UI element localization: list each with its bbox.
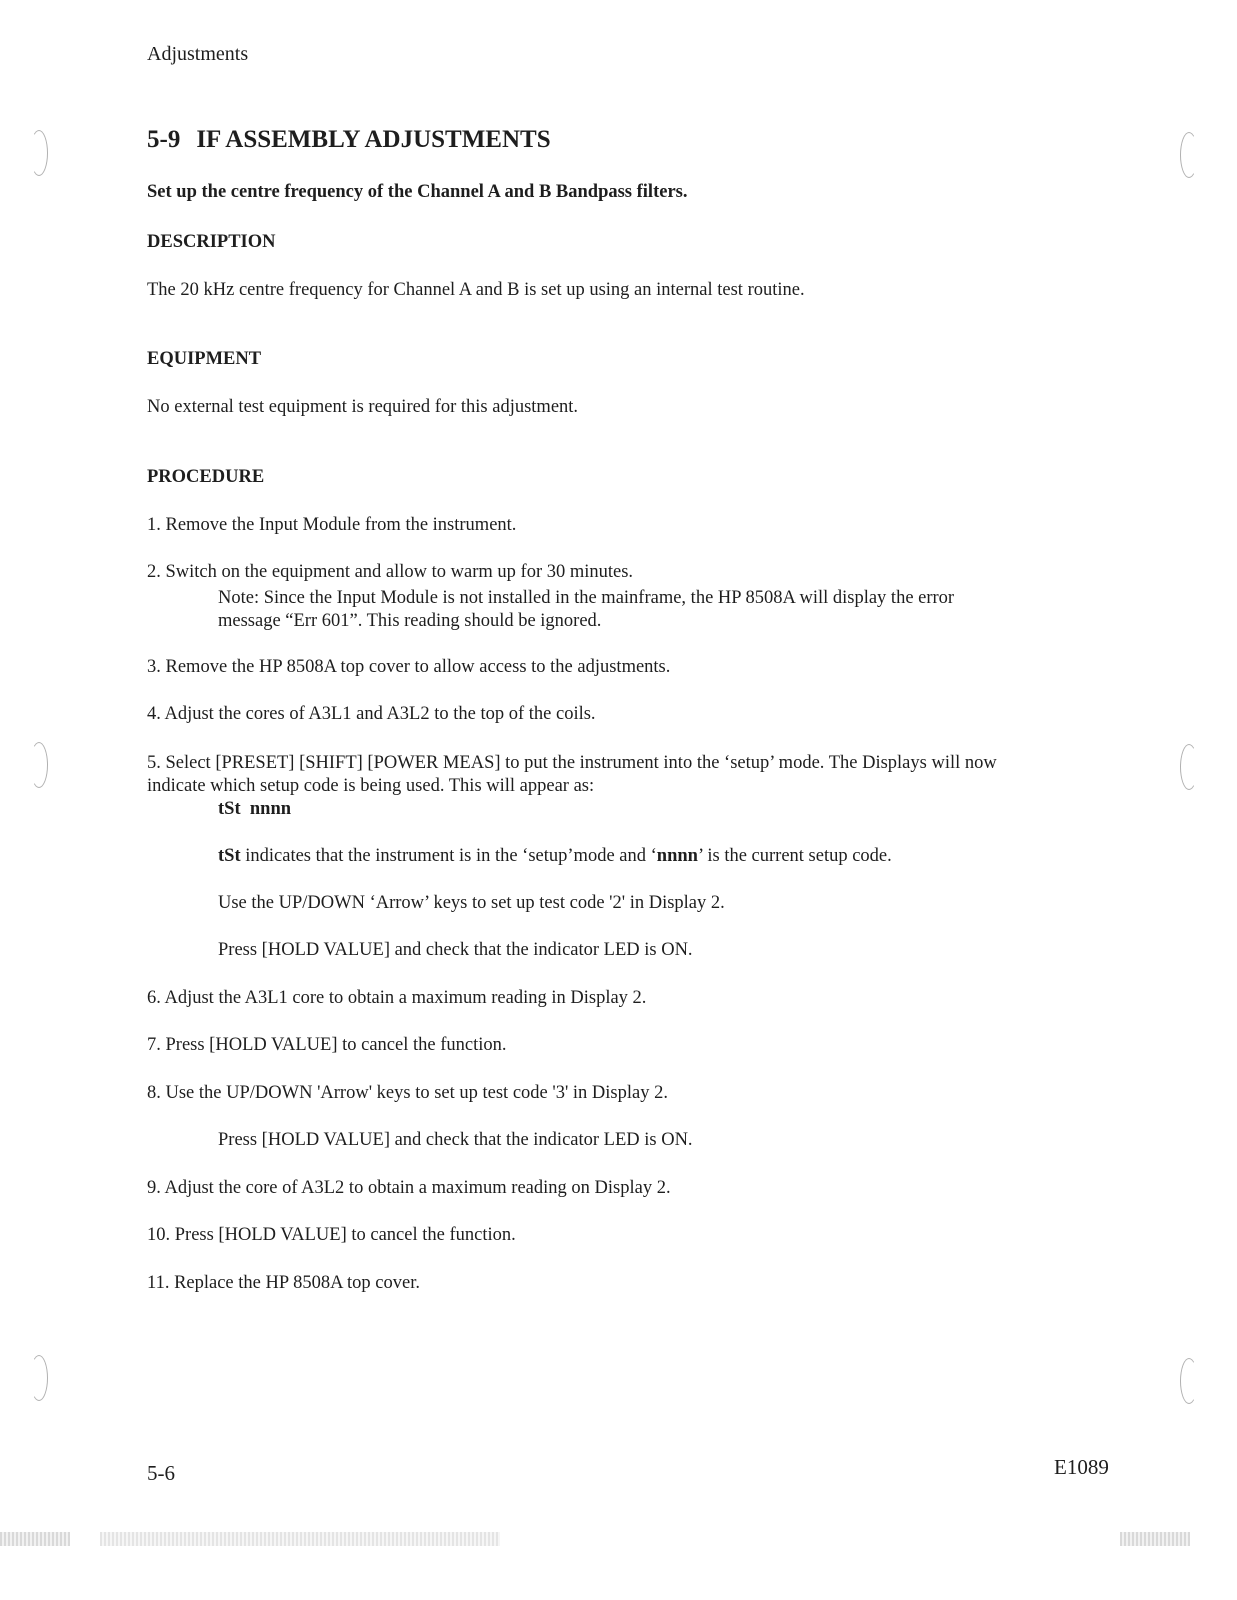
setup-explanation <box>218 846 892 867</box>
explain-code: nnnn <box>656 846 698 866</box>
procedure-step: 6. Adjust the A3L1 core to obtain a maximum reading in Display 2. <box>147 988 647 1008</box>
note-line: message “Err 601”. This reading should be ignored. <box>218 611 602 631</box>
page-number: 5-6 <box>147 1461 175 1485</box>
binder-hole-mark <box>30 742 48 788</box>
procedure-step: 9. Adjust the core of A3L2 to obtain a maximum reading on Display 2. <box>147 1178 671 1198</box>
step-line: indicate which setup code is being used. This will appear as: <box>147 776 595 796</box>
procedure-heading: PROCEDURE <box>147 467 265 487</box>
display-code: nnnn <box>249 799 292 819</box>
procedure-step: 10. Press [HOLD VALUE] to cancel the function. <box>147 1225 516 1245</box>
document-code: E1089 <box>1054 1455 1109 1479</box>
description-heading: DESCRIPTION <box>147 232 276 252</box>
setup-display-readout <box>218 799 291 820</box>
scan-artifact <box>1120 1532 1190 1546</box>
explain-text: ’ is the current setup code. <box>697 846 892 866</box>
procedure-step: 8. Use the UP/DOWN 'Arrow' keys to set up test code '3' in Display 2. <box>147 1083 668 1103</box>
binder-hole-mark <box>1180 1358 1198 1404</box>
binder-hole-mark <box>1180 744 1198 790</box>
procedure-step: 3. Remove the HP 8508A top cover to allow access to the adjustments. <box>147 657 671 677</box>
procedure-step: 2. Switch on the equipment and allow to warm up for 30 minutes. <box>147 562 634 582</box>
procedure-step <box>147 752 997 798</box>
binder-hole-mark <box>1180 132 1198 178</box>
procedure-step: 4. Adjust the cores of A3L1 and A3L2 to the top of the coils. <box>147 704 596 724</box>
explain-text: indicates that the instrument is in the ‘setup’mode and ‘ <box>240 846 657 866</box>
section-title-text: IF ASSEMBLY ADJUSTMENTS <box>196 126 551 153</box>
binder-hole-mark <box>30 1355 48 1401</box>
display-test-label: tSt <box>218 799 241 819</box>
scan-artifact <box>100 1532 500 1546</box>
procedure-step: 1. Remove the Input Module from the instrument. <box>147 515 517 535</box>
note-line: Note: Since the Input Module is not installed in the mainframe, the HP 8508A will display the error <box>218 588 955 608</box>
equipment-text: No external test equipment is required for this adjustment. <box>147 397 579 417</box>
procedure-step: 7. Press [HOLD VALUE] to cancel the function. <box>147 1035 507 1055</box>
running-head: Adjustments <box>147 43 249 65</box>
section-title <box>147 126 551 154</box>
procedure-substep: Press [HOLD VALUE] and check that the indicator LED is ON. <box>218 940 693 960</box>
step-line: 5. Select [PRESET] [SHIFT] [POWER MEAS] to put the instrument into the ‘setup’ mode. The Displays will now <box>147 753 997 773</box>
procedure-note <box>218 587 954 633</box>
procedure-substep: Press [HOLD VALUE] and check that the indicator LED is ON. <box>218 1130 693 1150</box>
scan-artifact <box>0 1532 70 1546</box>
explain-test-label: tSt <box>218 846 241 866</box>
section-number: 5-9 <box>147 126 181 153</box>
procedure-substep: Use the UP/DOWN ‘Arrow’ keys to set up test code '2' in Display 2. <box>218 893 725 913</box>
section-subtitle: Set up the centre frequency of the Channel A and B Bandpass filters. <box>147 182 688 202</box>
description-text: The 20 kHz centre frequency for Channel A and B is set up using an internal test routine. <box>147 280 805 300</box>
binder-hole-mark <box>30 130 48 176</box>
procedure-step: 11. Replace the HP 8508A top cover. <box>147 1273 420 1293</box>
equipment-heading: EQUIPMENT <box>147 349 262 369</box>
